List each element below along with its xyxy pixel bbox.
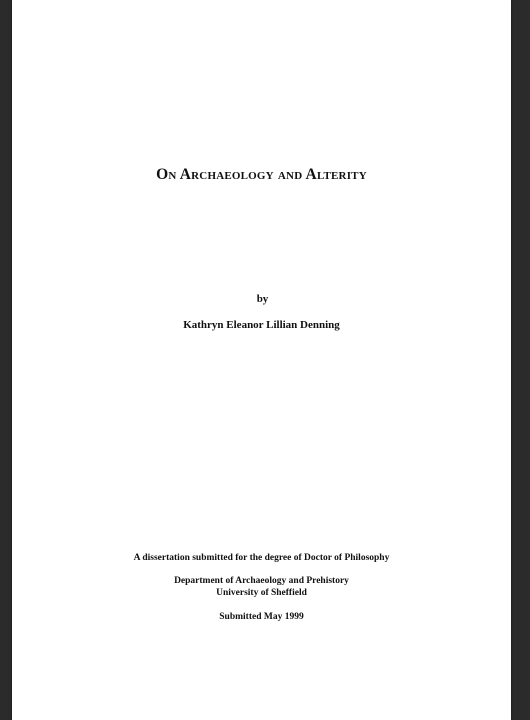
document-page: [12, 0, 511, 720]
submission-date: Submitted May 1999: [219, 612, 304, 622]
by-line: by: [256, 293, 269, 305]
scrollbar[interactable]: [514, 0, 528, 720]
author-name: Kathryn Eleanor Lillian Denning: [183, 319, 340, 331]
document-title: On Archaeology and Alterity: [156, 166, 367, 183]
department-name: Department of Archaeology and Prehistory: [174, 576, 349, 586]
dissertation-statement: A dissertation submitted for the degree of Doctor of Philosophy: [133, 553, 390, 563]
university-name: University of Sheffield: [216, 588, 307, 598]
